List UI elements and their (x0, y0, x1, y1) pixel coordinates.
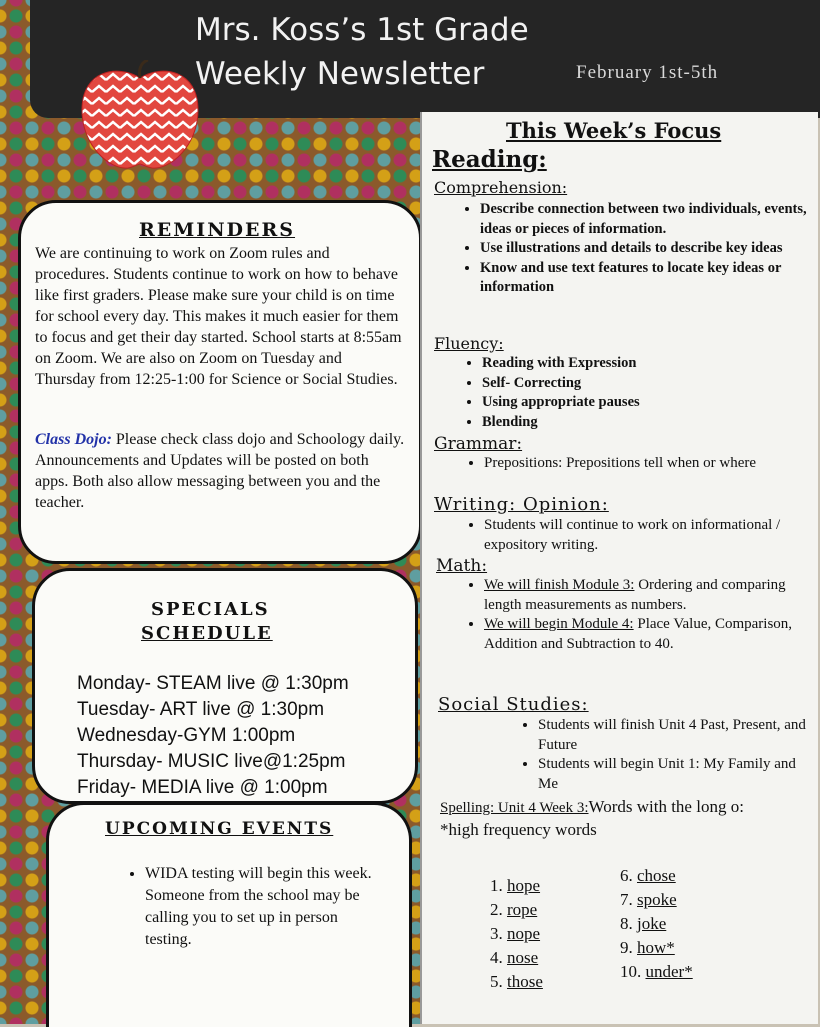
class-dojo-text: Please check class dojo and Schoology daily. Announcements and Updates will be posted on both apps. Both also allow messaging between you and the teacher. (35, 431, 405, 511)
list-item: • Blending (482, 413, 802, 433)
math-item1-underlined: We will finish Module 3: (484, 577, 635, 593)
events-list (119, 863, 385, 951)
specials-title-line2: SCHEDULE (141, 623, 273, 644)
reminders-box (18, 200, 422, 564)
writing-list (462, 516, 804, 555)
word-number: 8. (620, 914, 633, 933)
list-item (490, 922, 543, 946)
list-item (620, 936, 693, 960)
spelling-word: hope (507, 876, 541, 895)
spelling-word: rope (507, 900, 538, 919)
word-number: 5. (490, 972, 503, 991)
list-item: Monday- STEAM live @ 1:30pm (77, 673, 349, 694)
list-item: Wednesday-GYM 1:00pm (77, 725, 296, 746)
list-item (484, 576, 814, 615)
spelling-word: joke (637, 914, 667, 933)
math-item1-text: Ordering and comparing length measurements as numbers. (484, 577, 786, 613)
spelling-word: how* (637, 938, 675, 957)
list-item: • Know and use text features to locate key ideas or information (480, 259, 820, 298)
math-item2-underlined: We will begin Module 4: (484, 616, 634, 632)
list-item (620, 912, 693, 936)
upcoming-events-box (46, 802, 412, 1027)
word-number: 4. (490, 948, 503, 967)
list-item: • Describe connection between two individuals, events, ideas or pieces of information. (480, 200, 820, 239)
word-number: 1. (490, 876, 503, 895)
grammar-label: Grammar: (434, 434, 523, 454)
comprehension-label: Comprehension: (434, 178, 568, 197)
list-item (620, 960, 693, 984)
list-item: • Prepositions: Prepositions tell when or where (484, 454, 804, 474)
list-item: • WIDA testing will begin this week. Someone from the school may be calling you to set up in person testing. (145, 863, 385, 951)
list-item (490, 970, 543, 994)
spelling-word: nope (507, 924, 541, 943)
writing-heading: Writing: Opinion: (434, 494, 609, 515)
word-number: 10. (620, 962, 642, 981)
apple-icon (78, 60, 202, 172)
spelling-word: chose (637, 866, 676, 885)
spelling-intro (440, 796, 820, 842)
word-number: 3. (490, 924, 503, 943)
list-item (620, 888, 693, 912)
list-item: • Students will begin Unit 1: My Family and Me (538, 755, 818, 794)
page-title-line2: Weekly Newsletter (195, 56, 485, 92)
social-studies-heading: Social Studies: (438, 694, 589, 715)
spelling-label: Spelling: Unit 4 Week 3: (440, 800, 589, 816)
class-dojo-label: Class Dojo: (35, 431, 112, 448)
class-dojo-note (35, 429, 405, 513)
list-item: • Use illustrations and details to describe key ideas (480, 239, 820, 259)
list-item: • Using appropriate pauses (482, 393, 802, 413)
list-item (620, 864, 693, 888)
list-item: • Students will finish Unit 4 Past, Present, and Future (538, 716, 818, 755)
list-item (490, 946, 543, 970)
focus-title: This Week’s Focus (506, 118, 722, 143)
word-number: 9. (620, 938, 633, 957)
fluency-label: Fluency: (434, 334, 504, 353)
specials-list (77, 671, 349, 801)
spelling-word: spoke (637, 890, 677, 909)
word-number: 7. (620, 890, 633, 909)
word-number: 2. (490, 900, 503, 919)
specials-schedule-box (32, 568, 418, 804)
page-title-line1: Mrs. Koss’s 1st Grade (195, 12, 529, 48)
social-studies-list (516, 716, 818, 794)
spelling-word: nose (507, 948, 539, 967)
list-item (490, 898, 543, 922)
reminders-text: We are continuing to work on Zoom rules and procedures. Students continue to work on how to behave like first graders. Please make sure your child is on time for school every day. This makes it much easier for them to focus and get their day started. School starts at 8:55am on Zoom. We are also on Zoom on Tuesday and Thursday from 12:25-1:00 for Science or Social Studies. (35, 245, 402, 388)
spelling-words-right (620, 864, 693, 984)
spelling-words-left (490, 874, 543, 994)
date-range: February 1st-5th (576, 62, 719, 83)
comprehension-list (458, 200, 820, 298)
list-item (490, 874, 543, 898)
word-number: 6. (620, 866, 633, 885)
grammar-list (462, 454, 804, 474)
spelling-word: under* (645, 962, 693, 981)
list-item: • Reading with Expression (482, 354, 802, 374)
specials-title-line1: SPECIALS (151, 599, 270, 620)
reminders-title: REMINDERS (139, 219, 296, 241)
spelling-text: Words with the long o: (588, 797, 744, 816)
reading-heading: Reading: (432, 146, 547, 173)
fluency-list (460, 354, 802, 432)
weekly-focus-panel (420, 112, 818, 1024)
math-item2-text: Place Value, Comparison, Addition and Subtraction to 40. (484, 616, 793, 652)
math-list (462, 576, 814, 654)
list-item: • Students will continue to work on informational / expository writing. (484, 516, 804, 555)
upcoming-events-title: UPCOMING EVENTS (105, 819, 334, 839)
list-item: Friday- MEDIA live @ 1:00pm (77, 777, 328, 798)
list-item: Tuesday- ART live @ 1:30pm (77, 699, 325, 720)
spelling-note: *high frequency words (440, 820, 597, 839)
spelling-word: those (507, 972, 543, 991)
list-item: • Self- Correcting (482, 374, 802, 394)
math-heading: Math: (436, 556, 488, 576)
list-item: Thursday- MUSIC live@1:25pm (77, 751, 346, 772)
list-item (484, 615, 814, 654)
